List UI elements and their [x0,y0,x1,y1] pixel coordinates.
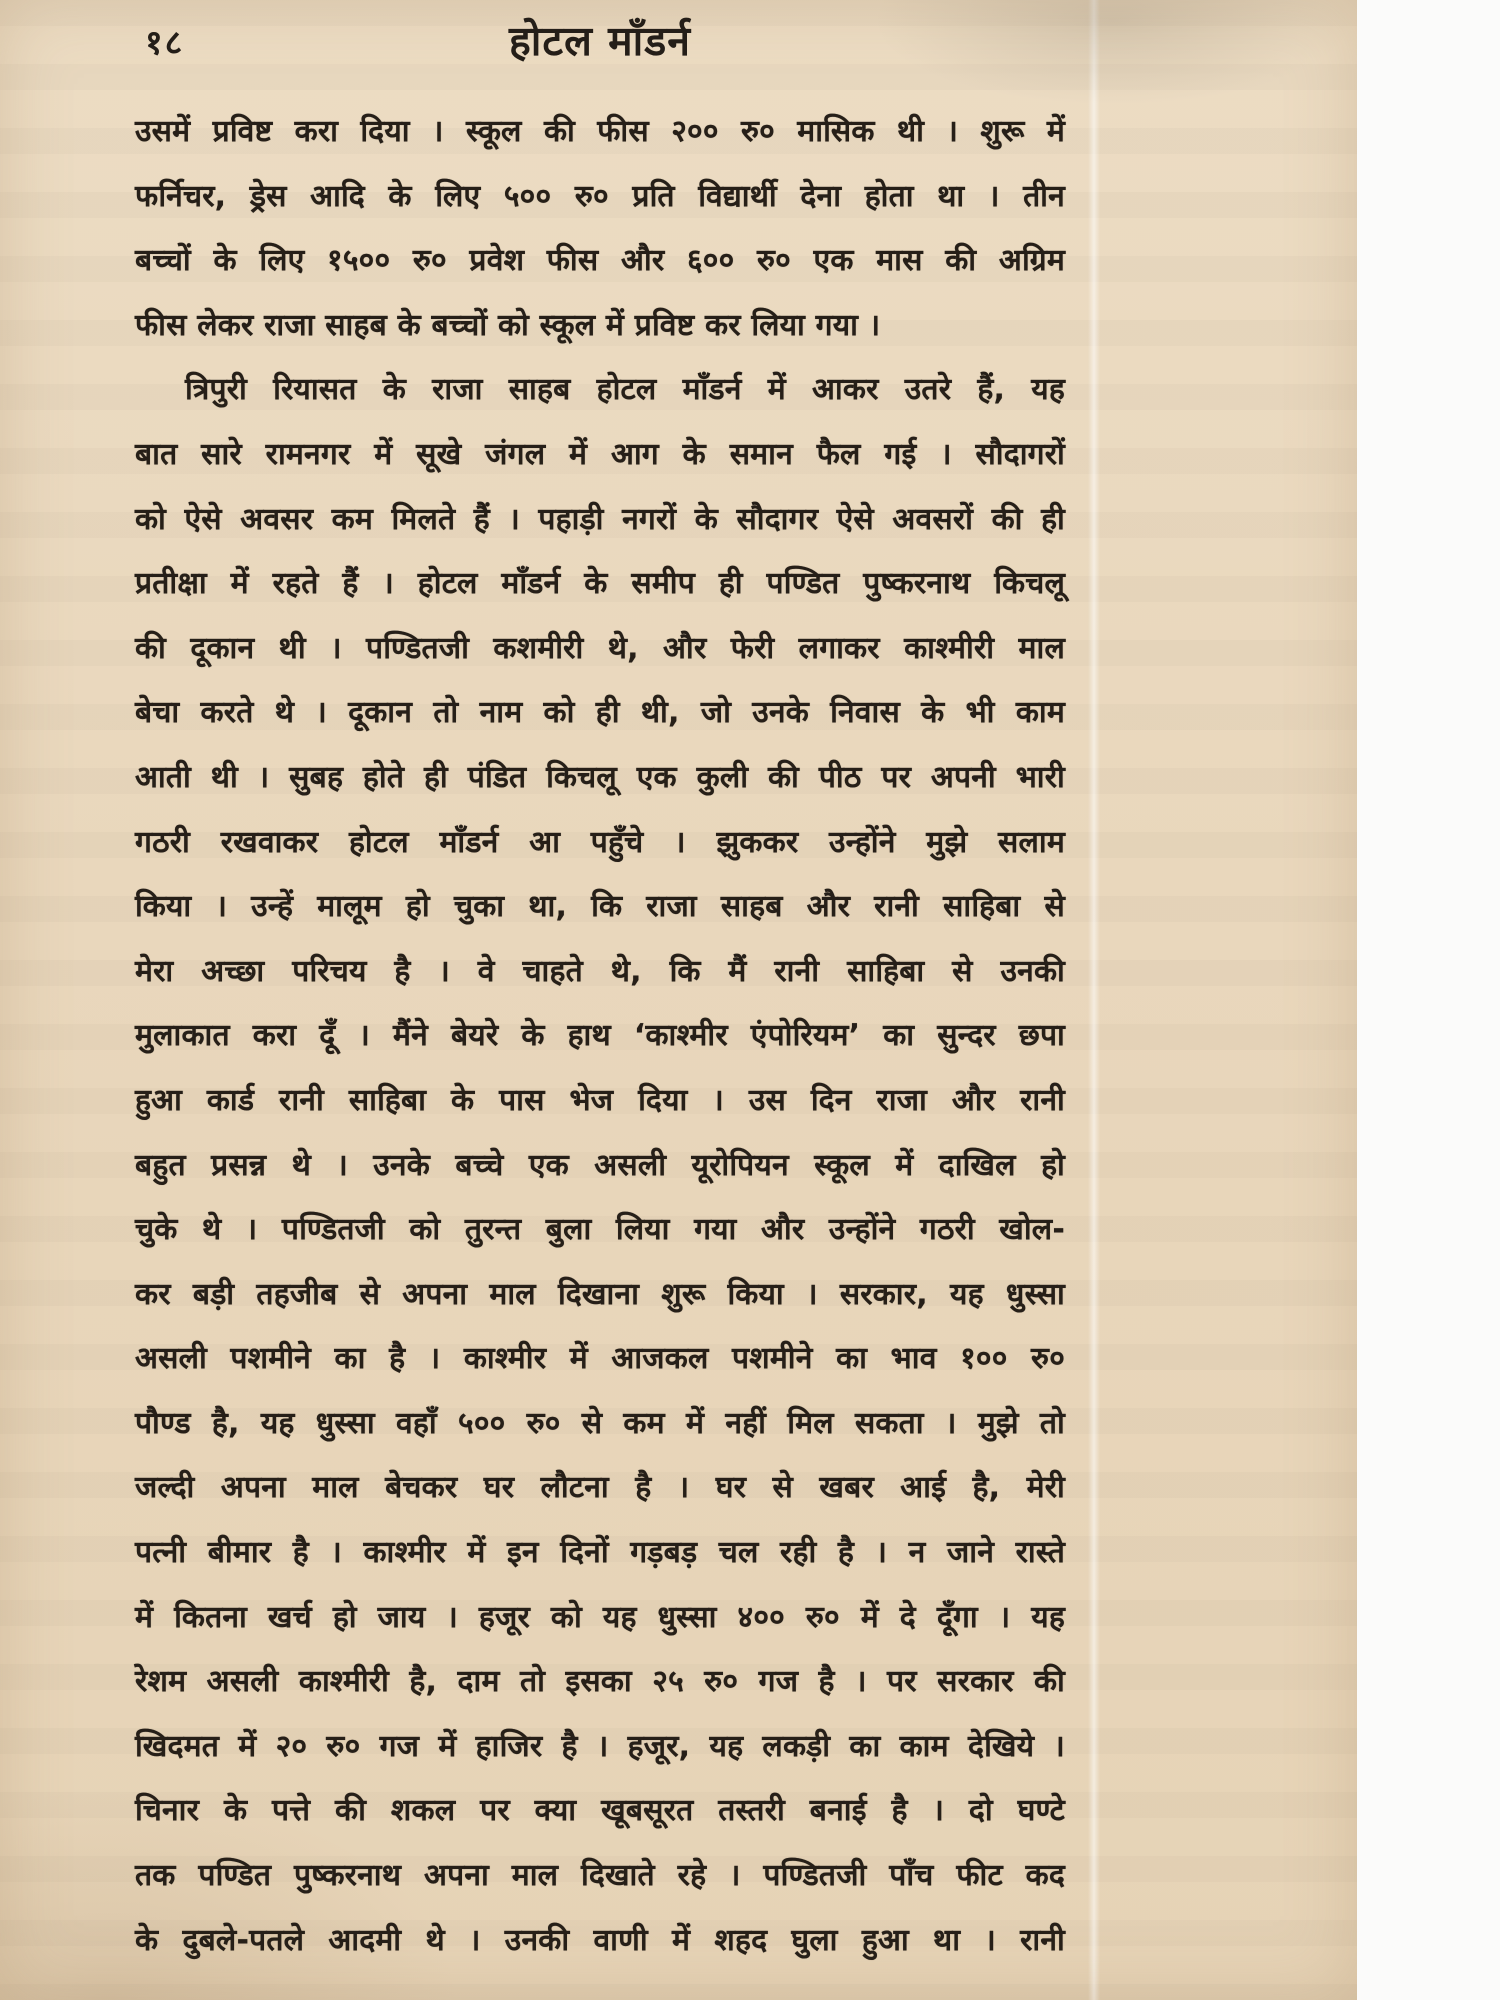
text-line: में कितना खर्च हो जाय । हजूर को यह धुस्सा ४०० रु० में दे दूँगा । यह [135,1599,1065,1635]
text-line: प्रतीक्षा में रहते हैं । होटल माँडर्न के समीप ही पण्डित पुष्करनाथ किचलू [135,566,1065,602]
text-line: कर बड़ी तहजीब से अपना माल दिखाना शुरू किया । सरकार, यह धुस्सा [135,1276,1065,1312]
text-line: तक पण्डित पुष्करनाथ अपना माल दिखाते रहे । पण्डितजी पाँच फीट कद [135,1858,1065,1894]
text-line: असली पशमीने का है । काश्मीर में आजकल पशमीने का भाव १०० रु० [135,1341,1065,1377]
text-line: हुआ कार्ड रानी साहिबा के पास भेज दिया । उस दिन राजा और रानी [135,1082,1065,1118]
text-line: को ऐसे अवसर कम मिलते हैं । पहाड़ी नगरों के सौदागर ऐसे अवसरों की ही [135,501,1065,537]
text-line: मुलाकात करा दूँ । मैंने बेयरे के हाथ ‘काश्मीर एंपोरियम’ का सुन्दर छपा [135,1018,1065,1054]
text-line: उसमें प्रविष्ट करा दिया । स्कूल की फीस २०० रु० मासिक थी । शुरू में [135,114,1065,149]
text-line: चुके थे । पण्डितजी को तुरन्त बुला लिया गया और उन्होंने गठरी खोल- [135,1212,1065,1248]
body-text [135,100,1065,1973]
text-line: बात सारे रामनगर में सूखे जंगल में आग के समान फैल गई । सौदागरों [135,436,1065,472]
text-line: बच्चों के लिए १५०० रु० प्रवेश फीस और ६०० रु० एक मास की अग्रिम [135,243,1065,279]
text-line: फीस लेकर राजा साहब के बच्चों को स्कूल में प्रविष्ट कर लिया गया । [135,307,881,343]
text-line: मेरा अच्छा परिचय है । वे चाहते थे, कि मैं रानी साहिबा से उनकी [135,953,1065,989]
page-header [135,10,1065,68]
page-number: १८ [145,23,185,63]
text-line: की दूकान थी । पण्डितजी कशमीरी थे, और फेरी लगाकर काश्मीरी माल [135,630,1065,666]
text-line: चिनार के पत्ते की शकल पर क्या खूबसूरत तस्तरी बनाई है । दो घण्टे [135,1793,1065,1829]
text-line: के दुबले-पतले आदमी थे । उनकी वाणी में शहद घुला हुआ था । रानी [135,1922,1066,1958]
text-line: जल्दी अपना माल बेचकर घर लौटना है । घर से खबर आई है, मेरी [135,1470,1065,1506]
text-line: गठरी रखवाकर होटल माँडर्न आ पहुँचे । झुककर उन्होंने मुझे सलाम [135,824,1065,860]
text-line: फर्निचर, ड्रेस आदि के लिए ५०० रु० प्रति विद्यार्थी देना होता था । तीन [135,178,1065,214]
text-line: किया । उन्हें मालूम हो चुका था, कि राजा साहब और रानी साहिबा से [135,889,1065,925]
text-line: आती थी । सुबह होते ही पंडित किचलू एक कुली की पीठ पर अपनी भारी [135,759,1065,795]
text-line: बेचा करते थे । दूकान तो नाम को ही थी, जो उनके निवास के भी काम [135,695,1065,731]
text-line: पत्नी बीमार है । काश्मीर में इन दिनों गड़बड़ चल रही है । न जाने रास्ते [135,1535,1065,1571]
text-line: रेशम असली काश्मीरी है, दाम तो इसका २५ रु० गज है । पर सरकार की [135,1664,1065,1700]
text-line: खिदमत में २० रु० गज में हाजिर है । हजूर, यह लकड़ी का काम देखिये । [135,1728,1065,1764]
text-line: बहुत प्रसन्न थे । उनके बच्चे एक असली यूरोपियन स्कूल में दाखिल हो [135,1147,1065,1183]
text-line: पौण्ड है, यह धुस्सा वहाँ ५०० रु० से कम में नहीं मिल सकता । मुझे तो [135,1405,1065,1441]
text-line: त्रिपुरी रियासत के राजा साहब होटल माँडर्न में आकर उतरे हैं, यह [185,372,1065,408]
page-title: होटल माँडर्न [509,17,691,65]
